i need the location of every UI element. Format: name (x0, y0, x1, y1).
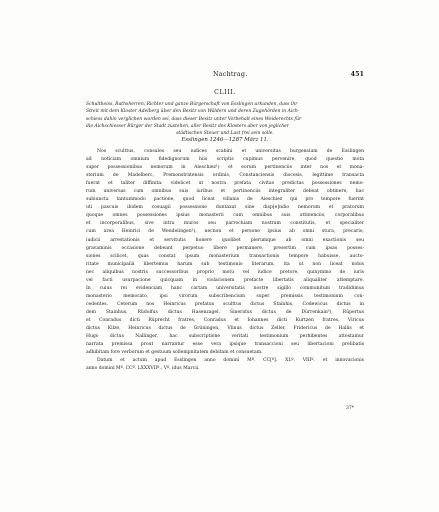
body-line: adhibitam fore verborum et gestuum sollempnitatem debitam et consuetam. (86, 350, 263, 356)
body-line: narrata premissa prout narrantur esse vera ipsique transaccioni seu libertacioni prelibatis (86, 342, 364, 348)
body-line: cum area Heinrici de Wendelingen²), necnon et persone ipsius ab omni stura, precario, (86, 229, 364, 235)
dateline: Esslingen 1246—1287 März 11. (181, 137, 269, 143)
document-number: CLIII. (214, 89, 236, 96)
body-line: vel facti usurpacione quicquam in violacionem prefacte libertatis aliqualiter attemptare. (86, 277, 364, 283)
summary-line: die Aichschiesser Bürger der Stadt zustehen, aller Besitz des Klosters aber von jeglicher (86, 123, 289, 129)
body-line: ritate municipaliä libertemus harum sub testimonio literarum, ita ut non liceat nobis (86, 261, 364, 267)
body-line: fuerat et taliter diffinita: videlicet ut nostra prefata civitas predictas possessiones nemo- (86, 181, 364, 187)
body-line: dictus Kilze, Heinricus dictus de Grüningen, Vlinus dictus Zeller, Fridericus de Hallis et (86, 326, 364, 332)
body-line: siones scilicet, quas constat ipsum monasterium transactionis tempore habuisse, aucto- (86, 253, 364, 259)
body-line: monasterio memorato, ipsi virorum subscribencium super premissis testimonium con- (86, 293, 364, 299)
body-line: subiuncta tantummodo pactione, quod liceat villanis de Aieschiez qui pro tempore fuerint (86, 197, 364, 203)
body-line: rum universas cum omnibus suis iuribus et pertinenciis integraliter debeat obtinere, hac (86, 189, 364, 195)
body-line: ad noticiam omnium fidedignorum hiis scriptis cupimus pervenire, quod questio mota (86, 157, 364, 163)
body-line: et incorporalibus, sive intra muros seu parrochiam nostram constitutis, et specialiter (86, 221, 364, 227)
body-line: gravaminis occasione debeant perpetuo libere permanere, presertim cum ipsas posses- (86, 245, 364, 251)
body-line: sterium de Madelberc, Premonstratensis ordinis, Constanciensis diocesis, legittime transacta (86, 173, 364, 179)
body-line: Datum et actum apud Esslingen anno domini Mº. CC[º]. XLº. VIIIº. et innovacionis (97, 358, 364, 364)
body-line: super possessionibus nemorum in Aieschiez¹) et eorum pertinenciis inter nos et mona- (86, 165, 364, 171)
summary-line: Schultheiss, Rathsherren, Richter und ganze Bürgerschaft von Esslingen urkunden, dass ihr (86, 102, 298, 107)
body-line: uti pascuis ibidem cosuagii possessione duntaxat sine disp[e]ndio nemorum et pratorum (86, 205, 364, 211)
running-title: Nachtrag. (213, 70, 248, 78)
body-line: cedentes. Ceterum nos Heinricus prefatus sculttus dictus Stainhis, Codewicus dictus in (86, 301, 364, 307)
running-header (86, 70, 364, 82)
document-body (86, 148, 364, 373)
summary-line: städtischen Steuer und Last frei sein solle. (176, 131, 274, 137)
body-line: Hugo dictus Nallinger, hac subscriptione veritati testimonium perhibentes attestamur (86, 334, 364, 340)
body-line: et Conradus dicti Rüprecht fratres, Conradus et Iohannes dicti Kurtzen fratres, Viricus (86, 317, 364, 323)
summary-line: Streit mit dem Kloster Adelberg über den Besitz von Wäldern und deren Zugehörden in Aich- (86, 109, 300, 115)
page-number: 451 (350, 70, 364, 78)
body-line: iudicii arrestationis et servitutis honere quolibet plerumque ab omni exactionis seu (86, 237, 364, 243)
body-line: anno domini Mº. CCº. LXXXVIIº., Vº. idus Marcii. (86, 366, 200, 372)
body-line: quoque omnes possessiones ipsius monasterii cum omnibus suis attinenciis, corporalibus (86, 213, 364, 219)
signature-mark: 37* (346, 406, 354, 411)
body-line: dem Stainhus, Rüdolfus dictus Hasenzagel, Sineridus dictus de Dürrenkain³), Rüpertus (86, 309, 364, 315)
body-line: In cuius rei evidenciam hanc cartam universitatis nostre sigillo communitum tradidimus (86, 285, 364, 291)
body-line: nec aliquibus nostris successoribus proprio motu vel iudice pretore, quinymmo de iuris (86, 269, 364, 275)
body-line: Nos sculttus, consules seu iudices scabini et universitas burgensium de Esslingen (97, 149, 364, 154)
page-footer (86, 406, 364, 416)
document-summary (86, 101, 364, 137)
summary-line: schiess dahin verglichen worden sei, dass dieser Besitz unter Vorbehalt eines Weiderechts für (86, 116, 302, 122)
